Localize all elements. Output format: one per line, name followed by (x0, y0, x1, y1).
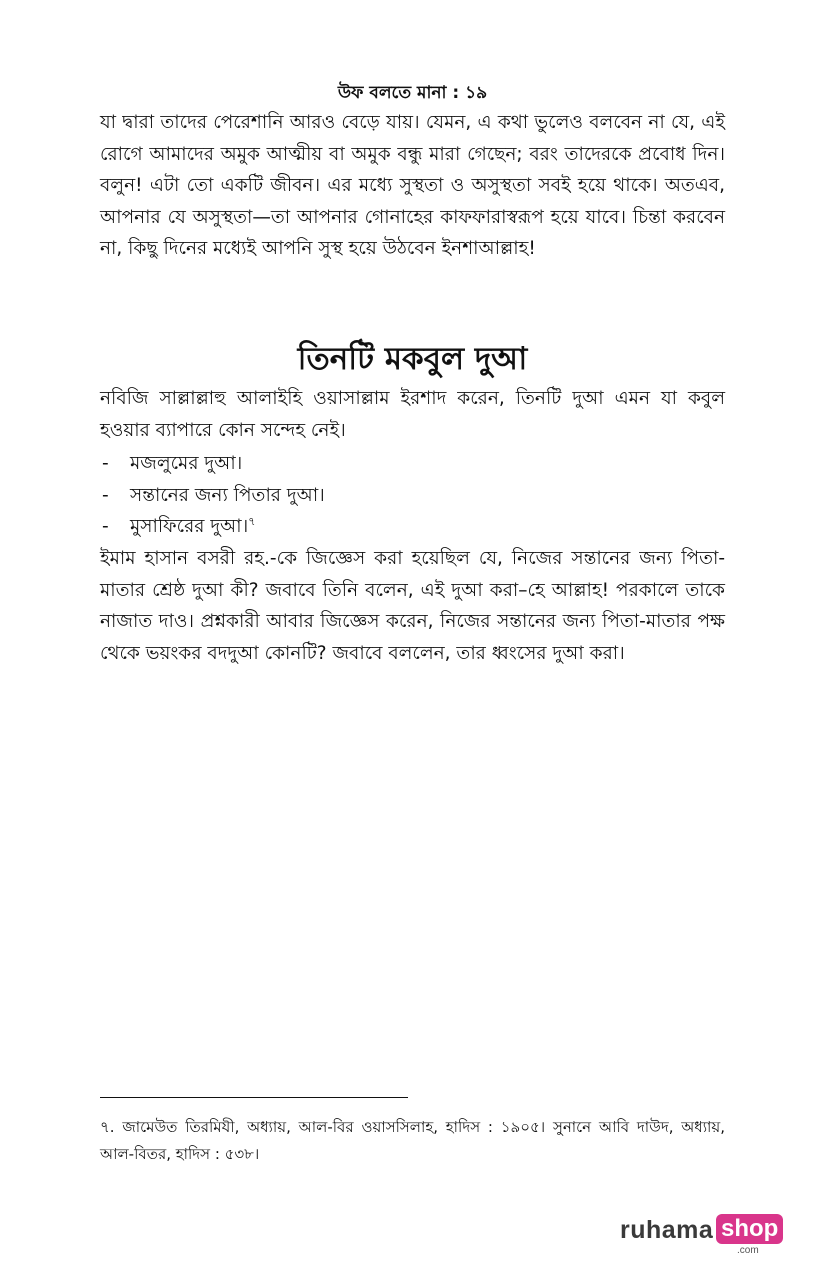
list-item-text: মুসাফিরের দুআ। (130, 516, 249, 537)
body-paragraph-1 (100, 107, 725, 265)
running-header: উফ বলতে মানা : ১৯ (337, 83, 488, 103)
intro-text: নবিজি সাল্লাল্লাহু আলাইহি ওয়াসাল্লাম ইরশাদ করেন, তিনটি দুআ এমন যা কবুল হওয়ার ব্যাপারে কোন সন্দেহ নেই। (100, 388, 725, 441)
footnote-reference[interactable]: ৭ (248, 514, 256, 528)
body-paragraph-2 (100, 543, 725, 669)
list-item (100, 480, 725, 512)
paragraph-text: যা দ্বারা তাদের পেরেশানি আরও বেড়ে যায়। যেমন, এ কথা ভুলেও বলবেন না যে, এই রোগে আমাদের অমুক আত্মীয় বা অমুক বন্ধু মারা গেছেন; বরং তাদেরকে প্রবোধ দিন। বলুন! এটা তো একটি জীবন। এর মধ্যে সুস্থতা ও অসুস্থতা সবই হয়ে থাকে। অতএব, আপনার যে অসুস্থতা—তা আপনার গোনাহের কাফফারাস্বরূপ হয়ে যাবে। চিন্তা করবেন না, কিছু দিনের মধ্যেই আপনি সুস্থ হয়ে উঠবেন ইনশাআল্লাহ! (100, 112, 725, 259)
dua-list (100, 448, 725, 543)
section-title: তিনটি মকবুল দুআ (297, 341, 528, 377)
list-marker: - (102, 453, 109, 474)
brand-logo (620, 1210, 780, 1258)
logo-wordmark: ruhama (620, 1216, 714, 1244)
logo-domain: .com (737, 1245, 759, 1256)
list-item (100, 448, 725, 480)
list-item-text: মজলুমের দুআ। (130, 453, 243, 474)
list-marker: - (102, 516, 109, 537)
section-intro (100, 383, 725, 446)
paragraph-text: ইমাম হাসান বসরী রহ.-কে জিজ্ঞেস করা হয়েছিল যে, নিজের সন্তানের জন্য পিতা-মাতার শ্রেষ্ঠ দুআ কী? জবাবে তিনি বলেন, এই দুআ করা–হে আল্লাহ! পরকালে তাকে নাজাত দাও। প্রশ্নকারী আবার জিজ্ঞেস করেন, নিজের সন্তানের জন্য পিতা-মাতার পক্ষ থেকে ভয়ংকর বদদুআ কোনটি? জবাবে বললেন, তার ধ্বংসের দুআ করা। (100, 548, 725, 664)
footnote-divider (100, 1097, 408, 1098)
logo-speech-bubble: shop (716, 1214, 783, 1244)
footnote: ৭. জামেউত তিরমিযী, অধ্যায়, আল-বির ওয়াসসিলাহ, হাদিস : ১৯০৫। সুনানে আবি দাউদ, অধ্যায়, আল-বিতর, হাদিস : ৫৩৮। (100, 1118, 725, 1163)
list-marker: - (102, 484, 109, 506)
list-item (100, 511, 725, 543)
list-item-text: সন্তানের জন্য পিতার দুআ। (130, 484, 325, 506)
